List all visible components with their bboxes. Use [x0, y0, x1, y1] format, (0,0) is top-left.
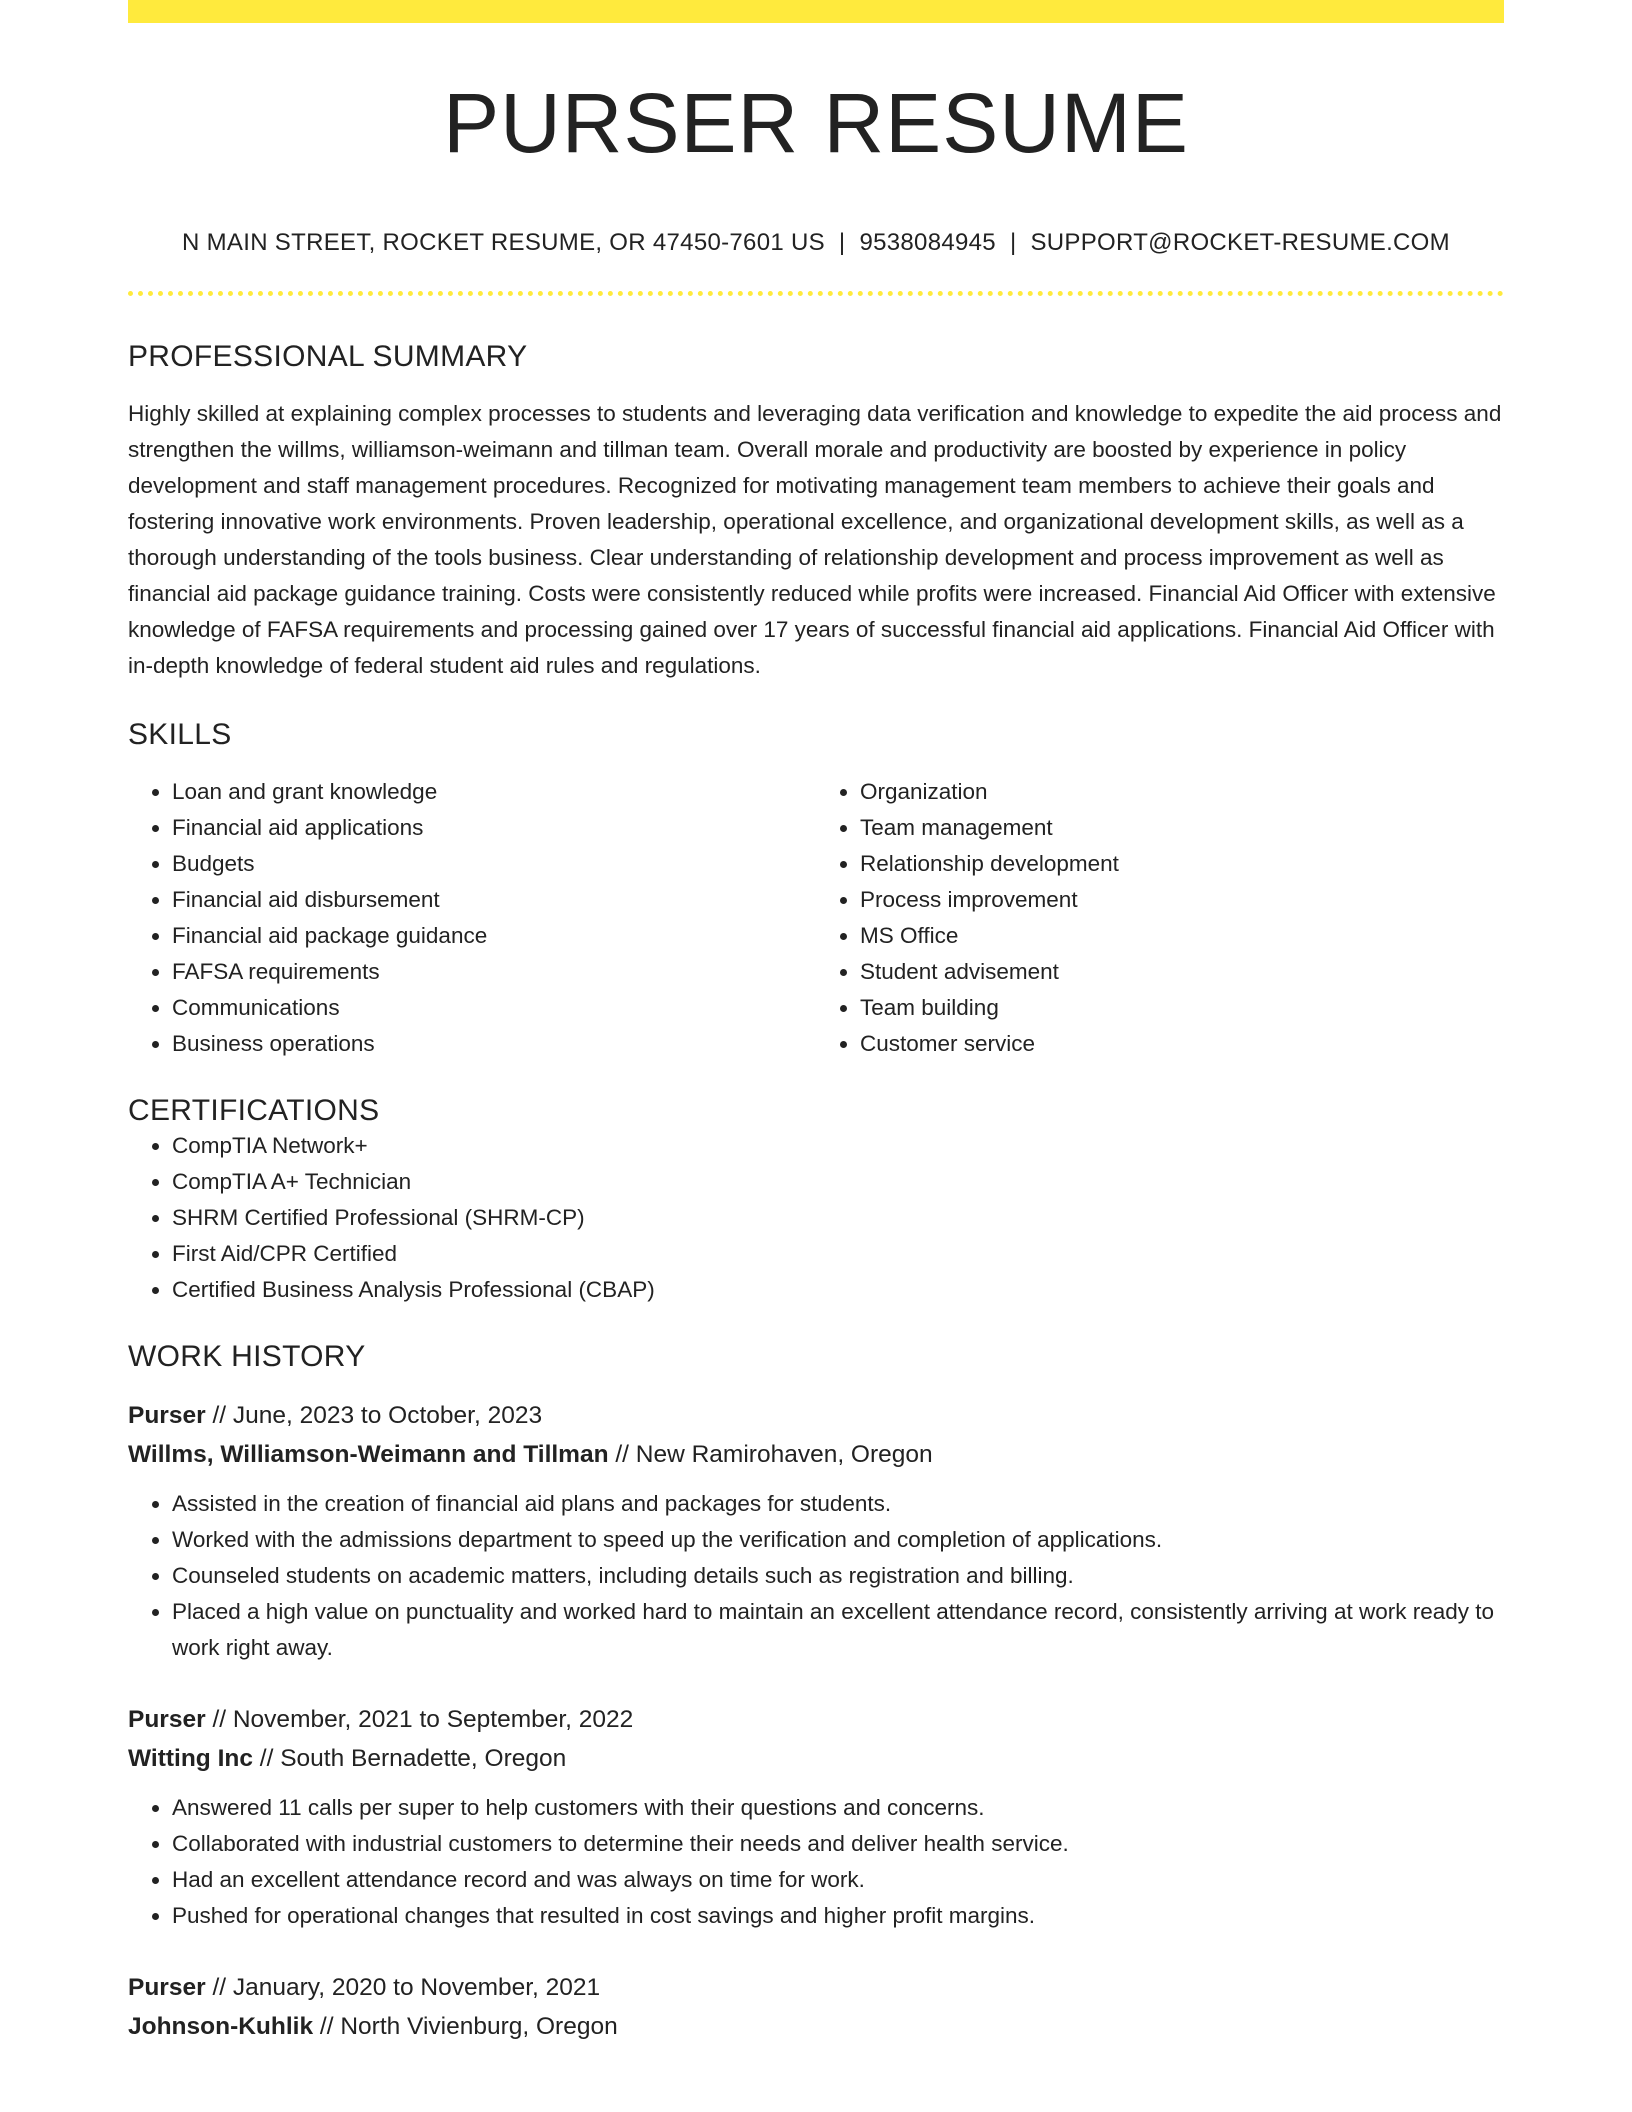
skill-item: • Financial aid applications — [172, 810, 816, 846]
skill-item: • Relationship development — [860, 846, 1504, 882]
contact-email: SUPPORT@ROCKET-RESUME.COM — [1030, 229, 1450, 256]
skills-columns — [128, 774, 1504, 1062]
contact-line — [128, 229, 1504, 257]
certifications-list — [128, 1128, 1504, 1308]
skills-list-left — [128, 774, 816, 1062]
job-duty: • Placed a high value on punctuality and worked hard to maintain an excellent attendance record, consistently arriving at work ready to work right away. — [172, 1594, 1504, 1666]
skill-item: • Team building — [860, 990, 1504, 1026]
skill-item: • Student advisement — [860, 954, 1504, 990]
certification-item: • SHRM Certified Professional (SHRM-CP) — [172, 1200, 1504, 1236]
certifications-heading: CERTIFICATIONS — [128, 1094, 380, 1127]
resume-page — [128, 0, 1504, 2046]
skill-item: • Communications — [172, 990, 816, 1026]
skill-item: • Financial aid disbursement — [172, 882, 816, 918]
skill-item: • Team management — [860, 810, 1504, 846]
job-dates: // January, 2020 to November, 2021 — [205, 1974, 601, 2001]
certification-item: • CompTIA Network+ — [172, 1128, 1504, 1164]
contact-address: N MAIN STREET, ROCKET RESUME, OR 47450-7601 US — [182, 229, 825, 256]
job-entry — [128, 1396, 1504, 1666]
certification-item: • First Aid/CPR Certified — [172, 1236, 1504, 1272]
contact-separator: | — [838, 229, 846, 256]
job-duty: • Assisted in the creation of financial aid plans and packages for students. — [172, 1486, 1504, 1522]
skill-item: • Business operations — [172, 1026, 816, 1062]
job-entry — [128, 1700, 1504, 1934]
job-role: Purser — [128, 1706, 206, 1733]
job-company: Willms, Williamson-Weimann and Tillman — [128, 1441, 609, 1468]
job-dates: // November, 2021 to September, 2022 — [205, 1706, 634, 1733]
job-role-line — [128, 1700, 1504, 1739]
skills-heading: SKILLS — [128, 718, 232, 751]
job-entry — [128, 1968, 1504, 2046]
job-duty: • Had an excellent attendance record and was always on time for work. — [172, 1862, 1504, 1898]
skill-item: • MS Office — [860, 918, 1504, 954]
skill-item: • Financial aid package guidance — [172, 918, 816, 954]
job-location: // North Vivienburg, Oregon — [313, 2013, 618, 2040]
job-duty: • Collaborated with industrial customers to determine their needs and deliver health service. — [172, 1826, 1504, 1862]
dotted-divider — [128, 291, 1504, 296]
resume-title: PURSER RESUME — [443, 76, 1189, 170]
certification-item: • Certified Business Analysis Professional (CBAP) — [172, 1272, 1504, 1308]
job-dates: // June, 2023 to October, 2023 — [205, 1402, 543, 1429]
job-company: Johnson-Kuhlik — [128, 2013, 314, 2040]
summary-heading: PROFESSIONAL SUMMARY — [128, 340, 528, 373]
skill-item: • Budgets — [172, 846, 816, 882]
job-company-line — [128, 1739, 1504, 1778]
job-location: // New Ramirohaven, Oregon — [608, 1441, 933, 1468]
summary-paragraph: Highly skilled at explaining complex processes to students and leveraging data verification and knowledge to expedite the aid process and strengthen the willms, williamson-weimann and tillman team. Overall morale and productivity are boosted by experience in policy development and staff management procedures. Recognized for motivating management team members to achieve their goals and fostering innovative work environments. Proven leadership, operational excellence, and organizational development skills, as well as a thorough understanding of the tools business. Clear understanding of relationship development and process improvement as well as financial aid package guidance training. Costs were consistently reduced while profits were increased. Financial Aid Officer with extensive knowledge of FAFSA requirements and processing gained over 17 years of successful financial aid applications. Financial Aid Officer with in-depth knowledge of federal student aid rules and regulations. — [128, 401, 1502, 678]
job-company-line — [128, 2007, 1504, 2046]
contact-phone: 9538084945 — [859, 229, 996, 256]
job-role-line — [128, 1396, 1504, 1435]
job-company: Witting Inc — [128, 1745, 253, 1772]
skill-item: • Customer service — [860, 1026, 1504, 1062]
top-accent-bar — [128, 0, 1504, 23]
job-duties-list — [128, 1486, 1504, 1666]
work-history-heading: WORK HISTORY — [128, 1340, 366, 1373]
job-duties-list — [128, 1790, 1504, 1934]
job-role-line — [128, 1968, 1504, 2007]
job-duty: • Worked with the admissions department to speed up the verification and completion of applications. — [172, 1522, 1504, 1558]
skills-list-right — [816, 774, 1504, 1062]
job-company-line — [128, 1435, 1504, 1474]
skill-item: • FAFSA requirements — [172, 954, 816, 990]
contact-separator: | — [1009, 229, 1017, 256]
job-role: Purser — [128, 1974, 206, 2001]
skill-item: • Process improvement — [860, 882, 1504, 918]
job-role: Purser — [128, 1402, 206, 1429]
certification-item: • CompTIA A+ Technician — [172, 1164, 1504, 1200]
skill-item: • Loan and grant knowledge — [172, 774, 816, 810]
job-duty: • Pushed for operational changes that resulted in cost savings and higher profit margins. — [172, 1898, 1504, 1934]
job-location: // South Bernadette, Oregon — [252, 1745, 567, 1772]
job-duty: • Counseled students on academic matters, including details such as registration and billing. — [172, 1558, 1504, 1594]
skill-item: • Organization — [860, 774, 1504, 810]
job-duty: • Answered 11 calls per super to help customers with their questions and concerns. — [172, 1790, 1504, 1826]
